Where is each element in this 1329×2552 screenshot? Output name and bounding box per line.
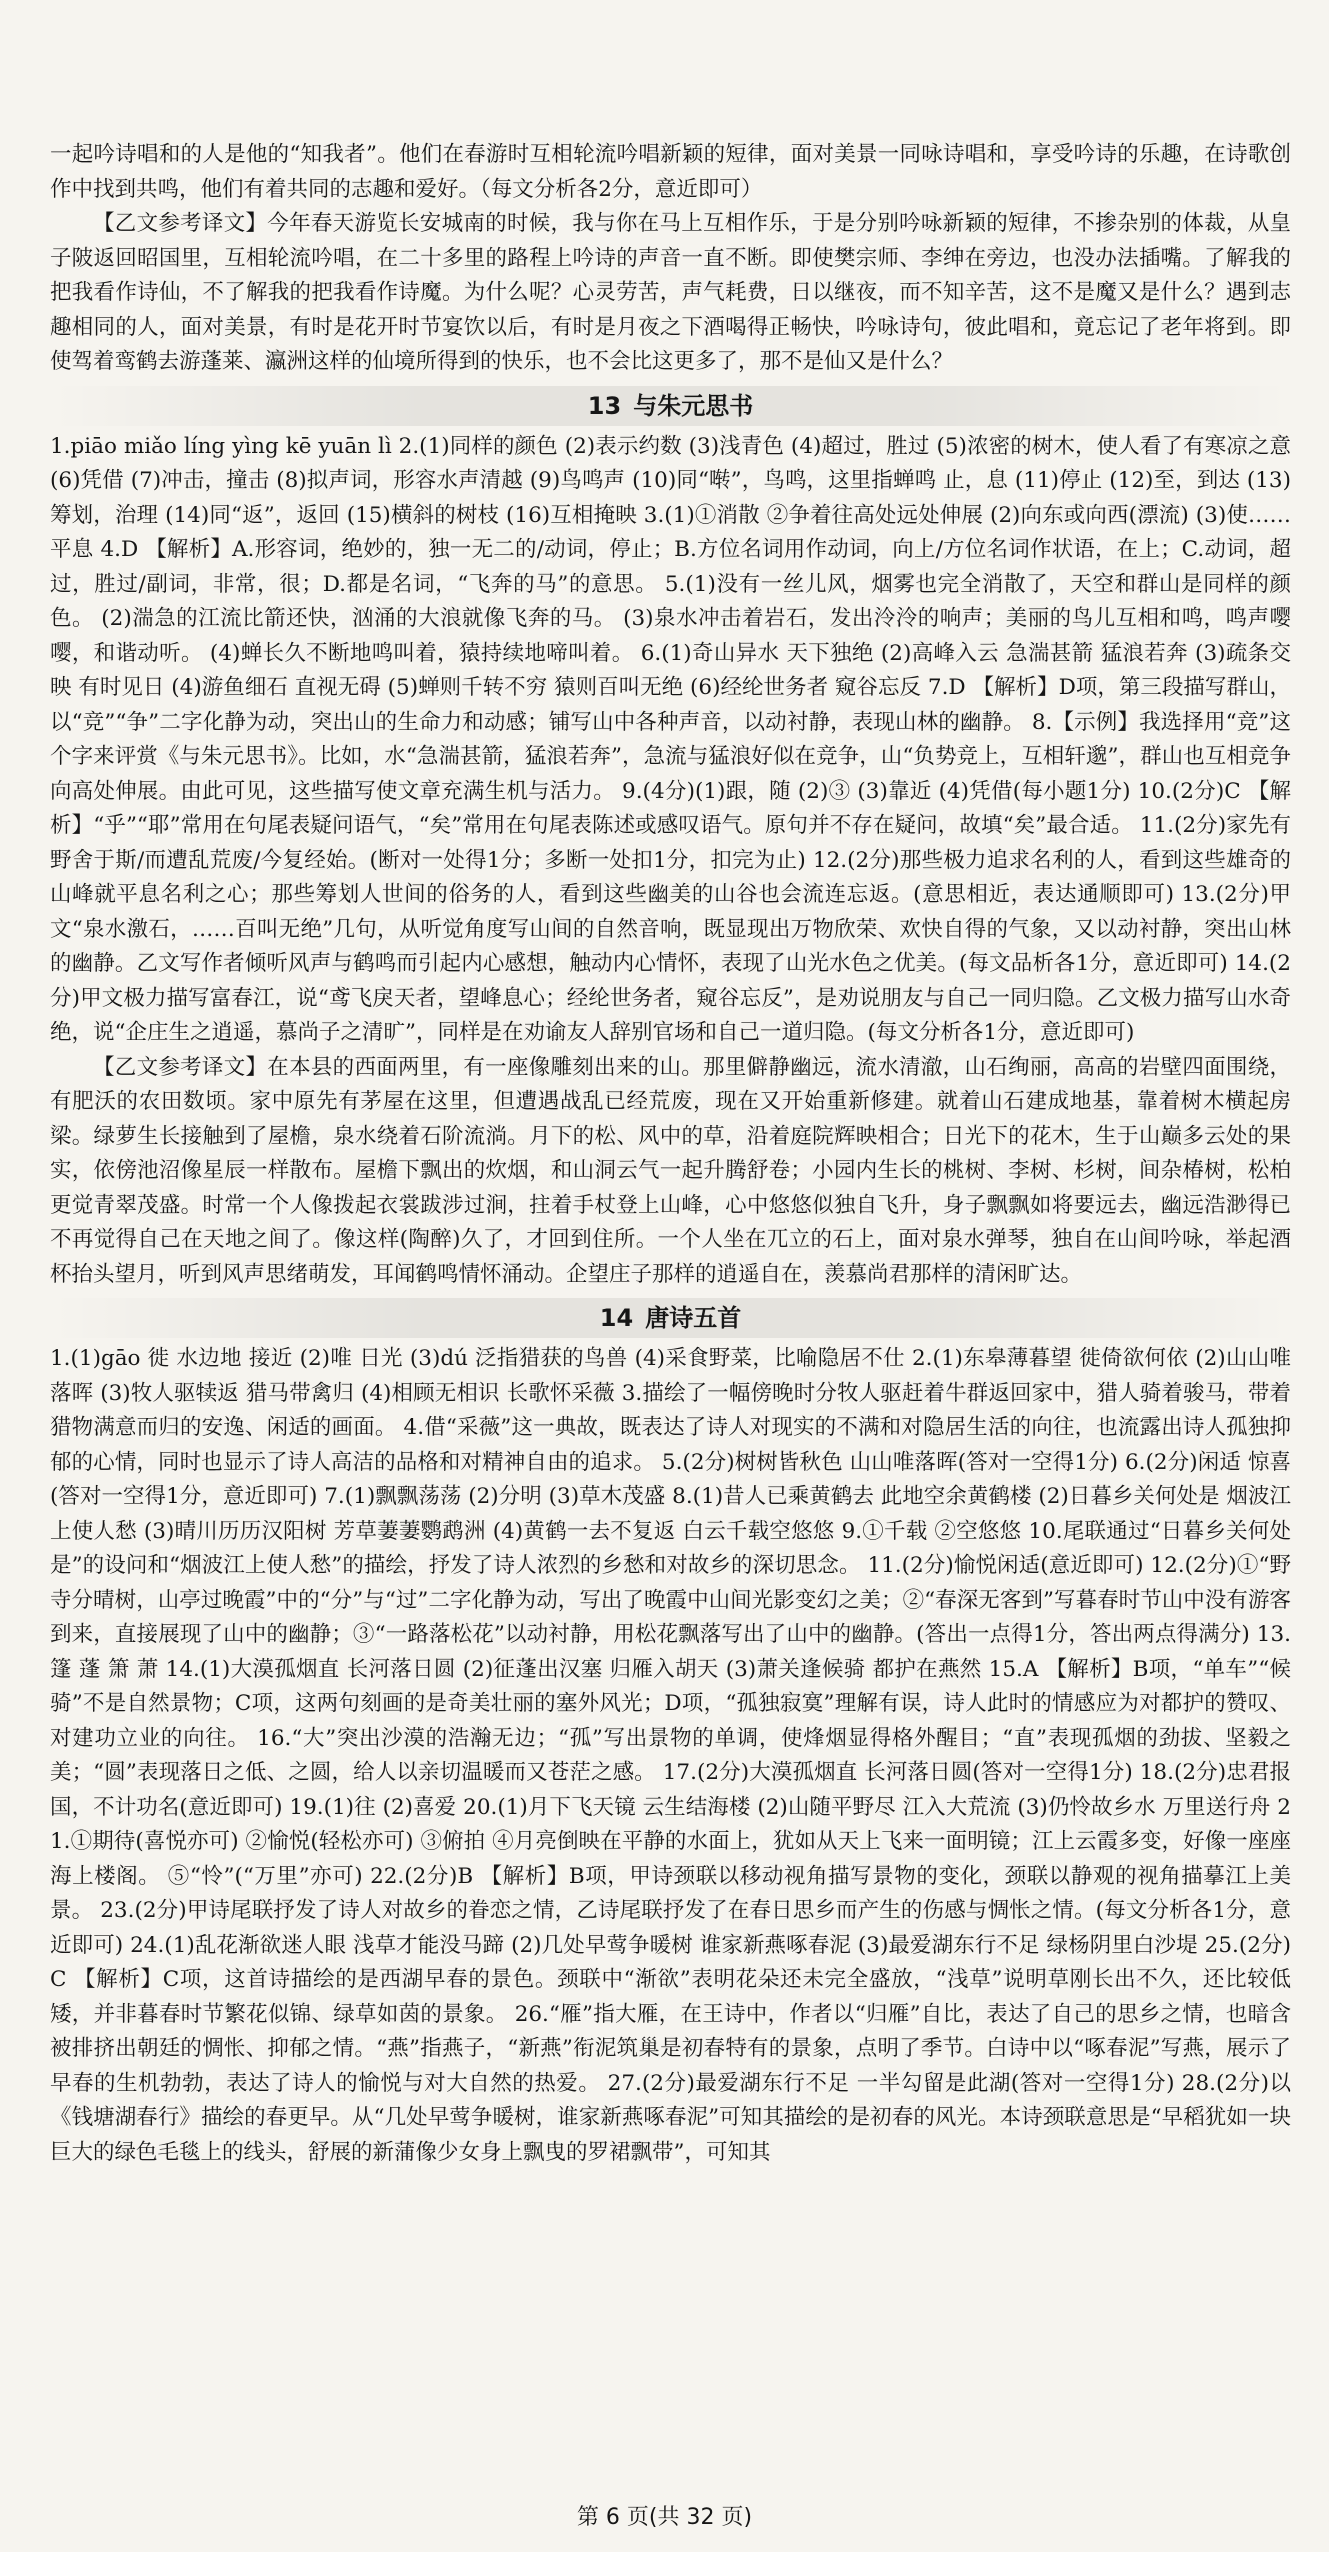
section-title: [50, 1298, 1291, 1338]
answer-paragraph: 1.piāo miǎo líng yìng kē yuān lì 2.(1)同样的颜色 (2)表示约数 (3)浅青色 (4)超过，胜过 (5)浓密的树木，使人看了有寒凉之意 (6)凭借 (7)冲击，撞击 (8)拟声词，形容水声清越 (9)鸟鸣声 (10)同“啭”，鸟鸣，这里指蝉鸣 止，息 (11)停止 (12)至，到达 (13)筹划，治理 (14)同“返”，返回 (15)横斜的树枝 (16)互相掩映 3.(1)①消散 ②争着往高处远处伸展 (2)向东或向西(漂流) (3)使……平息 4.D 【解析】A.形容词，绝妙的，独一无二的/动词，停止；B.方位名词用作动词，向上/方位名词作状语，在上；C.动词，超过，胜过/副词，非常，很；D.都是名词，“飞奔的马”的意思。 5.(1)没有一丝儿风，烟雾也完全消散了，天空和群山是同样的颜色。 (2)湍急的江流比箭还快，汹涌的大浪就像飞奔的马。 (3)泉水冲击着岩石，发出泠泠的响声；美丽的鸟儿互相和鸣，鸣声嘤嘤，和谐动听。 (4)蝉长久不断地鸣叫着，猿持续地啼叫着。 6.(1)奇山异水 天下独绝 (2)高峰入云 急湍甚箭 猛浪若奔 (3)疏条交映 有时见日 (4)游鱼细石 直视无碍 (5)蝉则千转不穷 猿则百叫无绝 (6)经纶世务者 窥谷忘反 7.D 【解析】D项，第三段描写群山，以“竞”“争”二字化静为动，突出山的生命力和动感；铺写山中各种声音，以动衬静，表现山林的幽静。 8.【示例】我选择用“竞”这个字来评赏《与朱元思书》。比如，水“急湍甚箭，猛浪若奔”，急流与猛浪好似在竞争，山“负势竞上，互相轩邈”，群山也互相竞争向高处伸展。由此可见，这些描写使文章充满生机与活力。 9.(4分)(1)跟，随 (2)③ (3)靠近 (4)凭借(每小题1分) 10.(2分)C 【解析】“乎”“耶”常用在句尾表疑问语气，“矣”常用在句尾表陈述或感叹语气。原句并不存在疑问，故填“矣”最合适。 11.(2分)家先有野舍于斯/而遭乱荒废/今复经始。(断对一处得1分；多断一处扣1分，扣完为止) 12.(2分)那些极力追求名利的人，看到这些雄奇的山峰就平息名利之心；那些筹划人世间的俗务的人，看到这些幽美的山谷也会流连忘返。(意思相近，表达通顺即可) 13.(2分)甲文“泉水激石，……百叫无绝”几句，从听觉角度写山间的自然音响，既显现出万物欣荣、欢快自得的气象，又以动衬静，突出山林的幽静。乙文写作者倾听风声与鹤鸣而引起内心感想，触动内心情怀，表现了山光水色之优美。(每文品析各1分，意近即可) 14.(2分)甲文极力描写富春江，说“鸢飞戾天者，望峰息心；经纶世务者，窥谷忘反”，是劝说朋友与自己一同归隐。乙文极力描写山水奇绝，说“企庄生之逍遥，慕尚子之清旷”，同样是在劝谕友人辞别官场和自己一道归隐。(每文分析各1分，意近即可): [50, 433, 1291, 1045]
section-number: 13: [587, 391, 622, 420]
section-number: 14: [599, 1304, 634, 1332]
answer-paragraph: 1.(1)gāo 徙 水边地 接近 (2)唯 日光 (3)dú 泛指猎获的鸟兽 (4)采食野菜，比喻隐居不仕 2.(1)东皋薄暮望 徙倚欲何依 (2)山山唯落晖 (3)牧人驱犊返 猎马带禽归 (4)相顾无相识 长歌怀采薇 3.描绘了一幅傍晚时分牧人驱赶着牛群返回家中，猎人骑着骏马，带着猎物满意而归的安逸、闲适的画面。 4.借“采薇”这一典故，既表达了诗人对现实的不满和对隐居生活的向往，也流露出诗人孤独抑郁的心情，同时也显示了诗人高洁的品格和对精神自由的追求。 5.(2分)树树皆秋色 山山唯落晖(答对一空得1分) 6.(2分)闲适 惊喜(答对一空得1分，意近即可) 7.(1)飘飘荡荡 (2)分明 (3)草木茂盛 8.(1)昔人已乘黄鹤去 此地空余黄鹤楼 (2)日暮乡关何处是 烟波江上使人愁 (3)晴川历历汉阳树 芳草萋萋鹦鹉洲 (4)黄鹤一去不复返 白云千载空悠悠 9.①千载 ②空悠悠 10.尾联通过“日暮乡关何处是”的设问和“烟波江上使人愁”的描绘，抒发了诗人浓烈的乡愁和对故乡的深切思念。 11.(2分)愉悦闲适(意近即可) 12.(2分)①“野寺分晴树，山亭过晚霞”中的“分”与“过”二字化静为动，写出了晚霞中山间光影变幻之美；②“春深无客到”写暮春时节山中没有游客到来，直接展现了山中的幽静；③“一路落松花”以动衬静，用松花飘落写出了山中的幽静。(答出一点得1分，答出两点得满分) 13.篷 蓬 箫 萧 14.(1)大漠孤烟直 长河落日圆 (2)征蓬出汉塞 归雁入胡天 (3)萧关逢候骑 都护在燕然 15.A 【解析】B项，“单车”“候骑”不是自然景物；C项，这两句刻画的是奇美壮丽的塞外风光；D项，“孤独寂寞”理解有误，诗人此时的情感应为对都护的赞叹、对建功立业的向往。 16.“大”突出沙漠的浩瀚无边；“孤”写出景物的单调，使烽烟显得格外醒目；“直”表现孤烟的劲拔、坚毅之美；“圆”表现落日之低、之圆，给人以亲切温暖而又苍茫之感。 17.(2分)大漠孤烟直 长河落日圆(答对一空得1分) 18.(2分)忠君报国，不计功名(意近即可) 19.(1)往 (2)喜爱 20.(1)月下飞天镜 云生结海楼 (2)山随平野尽 江入大荒流 (3)仍怜故乡水 万里送行舟 21.①期待(喜悦亦可) ②愉悦(轻松亦可) ③俯拍 ④月亮倒映在平静的水面上，犹如从天上飞来一面明镜；江上云霞多变，好像一座座海上楼阁。 ⑤“怜”(“万里”亦可) 22.(2分)B 【解析】B项，甲诗颈联以移动视角描写景物的变化，颈联以静观的视角描摹江上美景。 23.(2分)甲诗尾联抒发了诗人对故乡的眷恋之情，乙诗尾联抒发了在春日思乡而产生的伤感与惆怅之情。(每文分析各1分，意近即可) 24.(1)乱花渐欲迷人眼 浅草才能没马蹄 (2)几处早莺争暖树 谁家新燕啄春泥 (3)最爱湖东行不足 绿杨阴里白沙堤 25.(2分)C 【解析】C项，这首诗描绘的是西湖早春的景色。颈联中“渐欲”表明花朵还未完全盛放，“浅草”说明草刚长出不久，还比较低矮，并非暮春时节繁花似锦、绿草如茵的景象。 26.“雁”指大雁，在王诗中，作者以“归雁”自比，表达了自己的思乡之情，也暗含被排挤出朝廷的惆怅、抑郁之情。“燕”指燕子，“新燕”衔泥筑巢是初春特有的景象，点明了季节。白诗中以“啄春泥”写燕，展示了早春的生机勃勃，表达了诗人的愉悦与对大自然的热爱。 27.(2分)最爱湖东行不足 一半勾留是此湖(答对一空得1分) 28.(2分)以《钱塘湖春行》描绘的春更早。从“几处早莺争暖树，谁家新燕啄春泥”可知其描绘的是初春的风光。本诗颈联意思是“早稻犹如一块巨大的绿色毛毯上的线头，舒展的新蒲像少女身上飘曳的罗裙飘带”，可知其: [50, 1346, 1291, 2165]
page-content: [50, 138, 1291, 2170]
page-footer: 第 6 页(共 32 页): [576, 2505, 753, 2530]
section-title: [50, 386, 1291, 426]
section-name: 唐诗五首: [645, 1304, 742, 1332]
answer-paragraph: 【乙文参考译文】今年春天游览长安城南的时候，我与你在马上互相作乐，于是分别吟咏新颖的短律，不掺杂别的体裁，从皇子陂返回昭国里，互相轮流吟唱，在二十多里的路程上吟诗的声音一直不断。即使樊宗师、李绅在旁边，也没办法插嘴。了解我的把我看作诗仙，不了解我的把我看作诗魔。为什么呢？心灵劳苦，声气耗费，日以继夜，而不知辛苦，这不是魔又是什么？遇到志趣相同的人，面对美景，有时是花开时节宴饮以后，有时是月夜之下酒喝得正畅快，吟咏诗句，彼此唱和，竟忘记了老年将到。即使驾着鸾鹤去游蓬莱、瀛洲这样的仙境所得到的快乐，也不会比这更多了，那不是仙又是什么？: [50, 211, 1291, 374]
answer-paragraph: 一起吟诗唱和的人是他的“知我者”。他们在春游时互相轮流吟唱新颖的短律，面对美景一同咏诗唱和，享受吟诗的乐趣，在诗歌创作中找到共鸣，他们有着共同的志趣和爱好。（每文分析各2分，意近即可）: [50, 142, 1291, 202]
answer-paragraph: 【乙文参考译文】在本县的西面两里，有一座像雕刻出来的山。那里僻静幽远，流水清澈，山石绚丽，高高的岩壁四面围绕，有肥沃的农田数顷。家中原先有茅屋在这里，但遭遇战乱已经荒废，现在又开始重新修建。就着山石建成地基，靠着树木横起房梁。绿萝生长接触到了屋檐，泉水绕着石阶流淌。月下的松、风中的草，沿着庭院辉映相合；日光下的花木，生于山巅多云处的果实，依傍池沼像星辰一样散布。屋檐下飘出的炊烟，和山洞云气一起升腾舒卷；小园内生长的桃树、李树、杉树，间杂椿树，松柏更觉青翠茂盛。时常一个人像拨起衣裳跋涉过涧，拄着手杖登上山峰，心中悠悠似独自飞升，身子飘飘如将要远去，幽远浩渺得已不再觉得自己在天地之间了。像这样(陶醉)久了，才回到住所。一个人坐在兀立的石上，面对泉水弹琴，独自在山间吟咏，举起酒杯抬头望月，听到风声思绪萌发，耳闻鹤鸣情怀涌动。企望庄子那样的逍遥自在，羡慕尚君那样的清闲旷达。: [50, 1054, 1291, 1287]
section-name: 与朱元思书: [633, 391, 754, 420]
